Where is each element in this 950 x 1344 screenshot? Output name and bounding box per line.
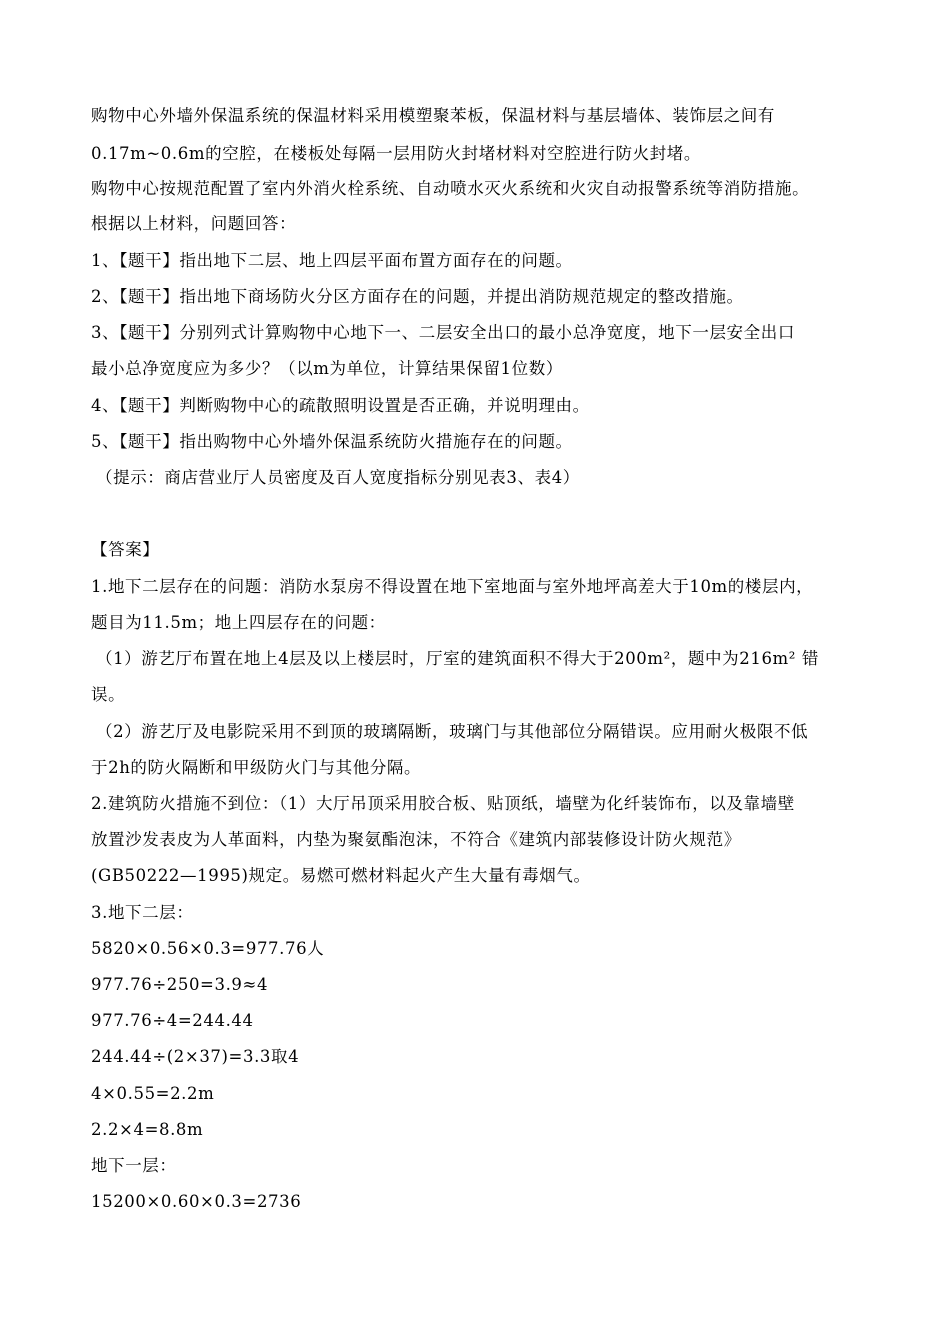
calculation-line: 977.76÷4=244.44 [91, 1011, 254, 1030]
calculation-line: 977.76÷250=3.9≈4 [91, 975, 269, 994]
answer-line: 2.建筑防火措施不到位：（1）大厅吊顶采用胶合板、贴顶纸，墙壁为化纤装饰布，以及靠墙壁 [91, 794, 795, 813]
answer-line: (GB50222—1995)规定。易燃可燃材料起火产生大量有毒烟气。 [91, 866, 591, 885]
question-item: 4、【题干】判断购物中心的疏散照明设置是否正确，并说明理由。 [91, 396, 590, 415]
answer-line: 题目为11.5m；地上四层存在的问题： [91, 613, 386, 632]
answer-line: 于2h的防火隔断和甲级防火门与其他分隔。 [91, 758, 422, 777]
answer-heading: 【答案】 [91, 540, 160, 559]
hint-line: （提示：商店营业厅人员密度及百人宽度指标分别见表3、表4） [96, 468, 580, 487]
question-item-continuation: 最小总净宽度应为多少？（以m为单位，计算结果保留1位数） [91, 359, 563, 378]
calculation-line: 4×0.55=2.2m [91, 1084, 215, 1103]
question-item: 1、【题干】指出地下二层、地上四层平面布置方面存在的问题。 [91, 251, 573, 270]
answer-line: 地下一层： [91, 1156, 177, 1175]
calculation-line: 244.44÷(2×37)=3.3取4 [91, 1047, 300, 1066]
answer-line: 3.地下二层： [91, 903, 194, 922]
calculation-line: 2.2×4=8.8m [91, 1120, 204, 1139]
answer-line: 放置沙发表皮为人革面料，内垫为聚氨酯泡沫，不符合《建筑内部装修设计防火规范》 [91, 830, 741, 849]
paragraph-line: 购物中心按规范配置了室内外消火栓系统、自动喷水灭火系统和火灾自动报警系统等消防措施。 [91, 179, 810, 198]
answer-line: （1）游艺厅布置在地上4层及以上楼层时，厅室的建筑面积不得大于200m²，题中为216m² 错 [96, 649, 819, 668]
question-item: 3、【题干】分别列式计算购物中心地下一、二层安全出口的最小总净宽度，地下一层安全出口 [91, 323, 795, 342]
calculation-line: 5820×0.56×0.3=977.76人 [91, 939, 325, 958]
question-item: 5、【题干】指出购物中心外墙外保温系统防火措施存在的问题。 [91, 432, 573, 451]
answer-line: 误。 [91, 685, 126, 704]
paragraph-line: 购物中心外墙外保温系统的保温材料采用模塑聚苯板，保温材料与基层墙体、装饰层之间有 [91, 106, 775, 125]
answer-line: 1.地下二层存在的问题：消防水泵房不得设置在地下室地面与室外地坪高差大于10m的楼层内， [91, 577, 814, 596]
calculation-line: 15200×0.60×0.3=2736 [91, 1192, 302, 1211]
answer-line: （2）游艺厅及电影院采用不到顶的玻璃隔断，玻璃门与其他部位分隔错误。应用耐火极限不低 [96, 722, 809, 741]
paragraph-line: 根据以上材料，问题回答： [91, 214, 297, 233]
paragraph-line: 0.17m~0.6m的空腔，在楼板处每隔一层用防火封堵材料对空腔进行防火封堵。 [91, 144, 701, 163]
question-item: 2、【题干】指出地下商场防火分区方面存在的问题，并提出消防规范规定的整改措施。 [91, 287, 744, 306]
